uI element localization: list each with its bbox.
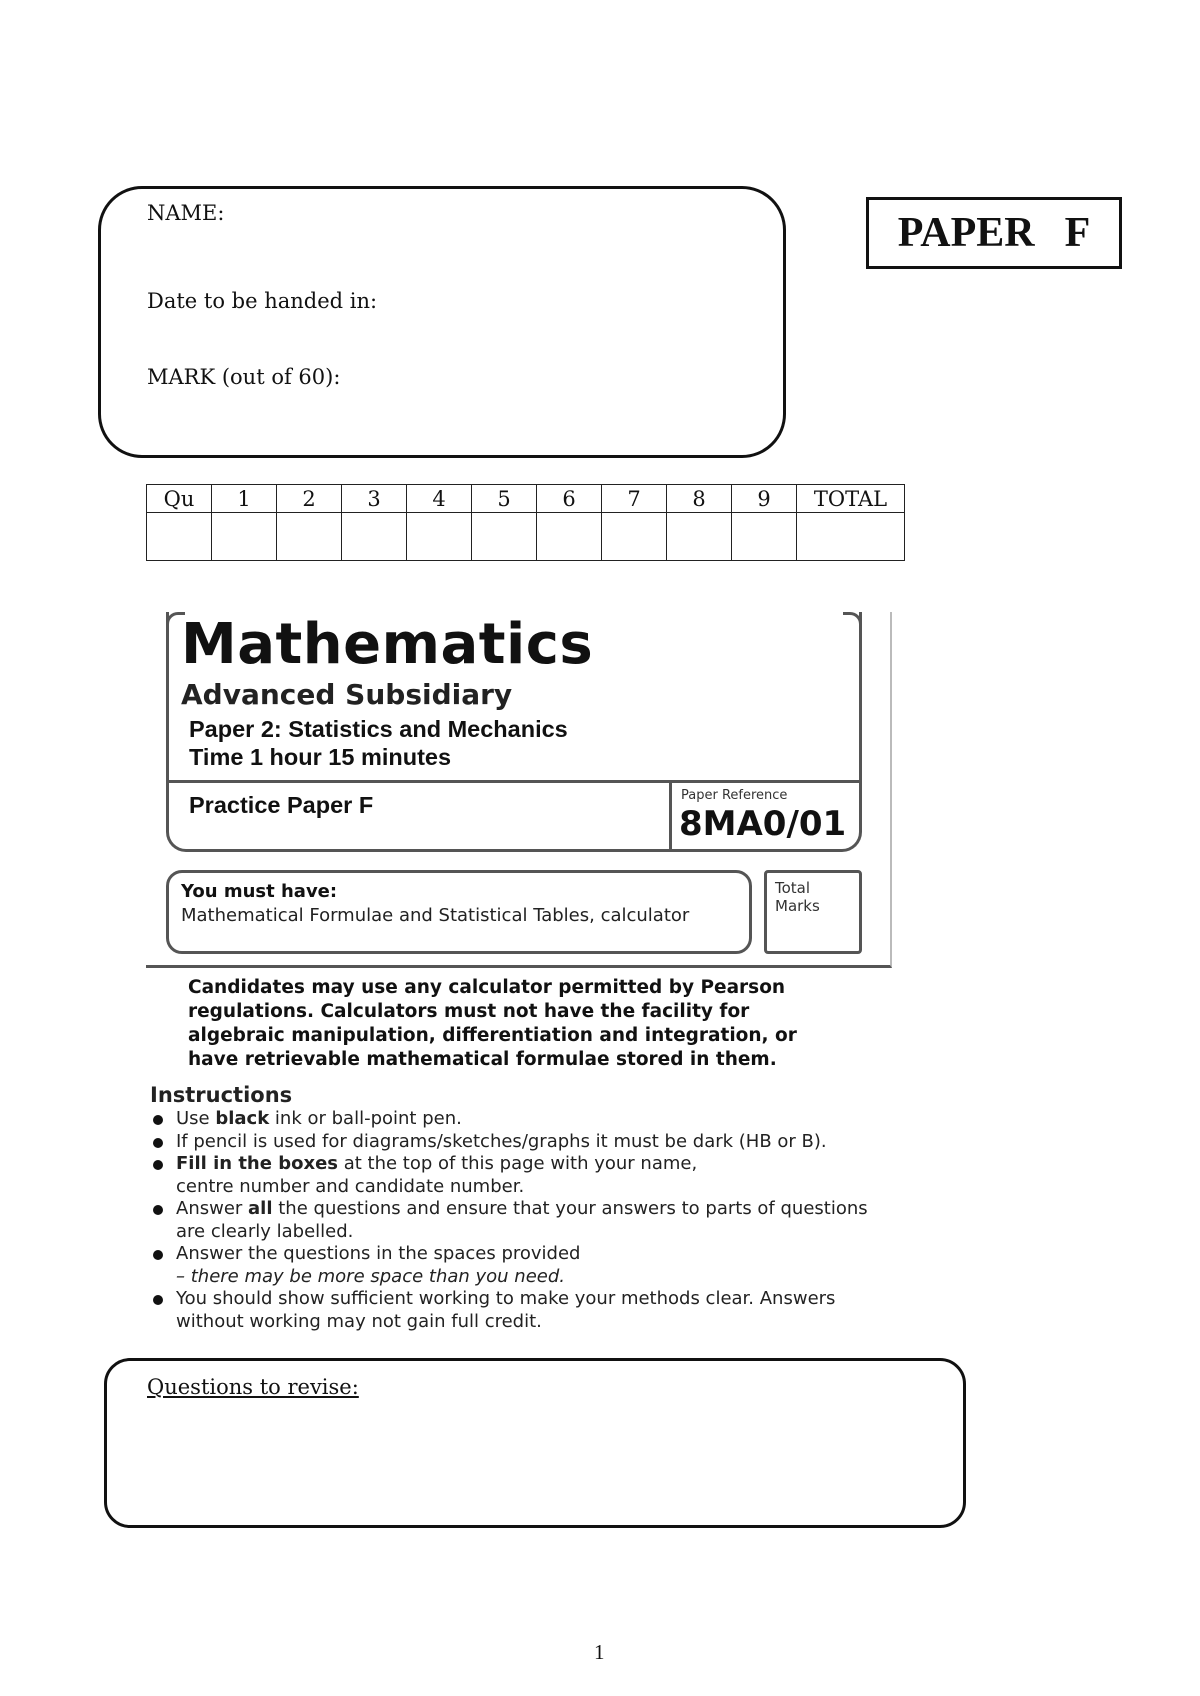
marks-header-cell: 9	[732, 485, 797, 513]
page-number: 1	[594, 1640, 605, 1664]
practice-paper-label: Practice Paper F	[189, 792, 374, 818]
questions-to-revise-label: Questions to revise:	[147, 1375, 359, 1399]
divider	[669, 780, 672, 849]
marks-header-cell: 8	[667, 485, 732, 513]
marks-header-total: TOTAL	[797, 485, 905, 513]
exam-title-box	[166, 612, 862, 852]
must-have-items: Mathematical Formulae and Statistical Tables, calculator	[181, 905, 690, 926]
marks-header-cell: Qu	[147, 485, 212, 513]
paper-reference-caption: Paper Reference	[681, 788, 788, 803]
score-total-cell[interactable]	[797, 513, 905, 561]
marks-table-header-row	[147, 485, 905, 513]
marks-header-cell: 6	[537, 485, 602, 513]
list-item: Answer all the questions and ensure that your answers to parts of questions are clearly labelled.	[150, 1198, 870, 1243]
marks-header-cell: 2	[277, 485, 342, 513]
paper-badge	[866, 197, 1122, 269]
marks-header-cell: 5	[472, 485, 537, 513]
marks-table	[146, 484, 905, 561]
subject-title: Mathematics	[181, 612, 594, 677]
marks-header-cell: 3	[342, 485, 407, 513]
questions-to-revise-box[interactable]	[104, 1358, 966, 1528]
mark-label: MARK (out of 60):	[147, 365, 341, 389]
name-label: NAME:	[147, 201, 225, 225]
divider	[169, 780, 859, 783]
paper-badge-letter: F	[1064, 210, 1091, 256]
score-cell[interactable]	[667, 513, 732, 561]
score-cell[interactable]	[407, 513, 472, 561]
calculator-note: Candidates may use any calculator permitted by Pearson regulations. Calculators must not have the facility for algebraic manipulation, differentiation and integration, or have retrievable mathematical formulae stored in them.	[188, 977, 797, 1070]
score-cell[interactable]	[147, 513, 212, 561]
date-label: Date to be handed in:	[147, 289, 378, 313]
paper-title: Paper 2: Statistics and Mechanics	[189, 716, 568, 742]
score-cell[interactable]	[472, 513, 537, 561]
list-item: If pencil is used for diagrams/sketches/graphs it must be dark (HB or B).	[150, 1131, 870, 1154]
instructions-title: Instructions	[150, 1083, 293, 1107]
list-item: Fill in the boxes at the top of this page with your name, centre number and candidate number.	[150, 1153, 870, 1198]
score-cell[interactable]	[342, 513, 407, 561]
marks-header-cell: 4	[407, 485, 472, 513]
time-allowed: Time 1 hour 15 minutes	[189, 744, 452, 770]
list-item: Use black ink or ball-point pen.	[150, 1108, 870, 1131]
total-marks-caption: Total Marks	[775, 879, 820, 915]
marks-header-cell: 7	[602, 485, 667, 513]
score-cell[interactable]	[277, 513, 342, 561]
level-title: Advanced Subsidiary	[181, 678, 513, 711]
must-have-box	[166, 870, 752, 954]
marks-header-cell: 1	[212, 485, 277, 513]
student-info-box	[98, 186, 786, 458]
must-have-title: You must have:	[181, 881, 338, 902]
paper-reference-code: 8MA0/01	[679, 804, 847, 844]
list-item: Answer the questions in the spaces provided – there may be more space than you need.	[150, 1243, 870, 1288]
total-marks-box	[764, 870, 862, 954]
score-cell[interactable]	[602, 513, 667, 561]
instructions-list	[150, 1108, 870, 1333]
score-cell[interactable]	[732, 513, 797, 561]
score-cell[interactable]	[537, 513, 602, 561]
score-cell[interactable]	[212, 513, 277, 561]
corner-decoration	[843, 612, 862, 631]
marks-table-score-row	[147, 513, 905, 561]
paper-badge-word: PAPER	[897, 210, 1035, 256]
list-item: You should show sufficient working to make your methods clear. Answers without working may not gain full credit.	[150, 1288, 870, 1333]
